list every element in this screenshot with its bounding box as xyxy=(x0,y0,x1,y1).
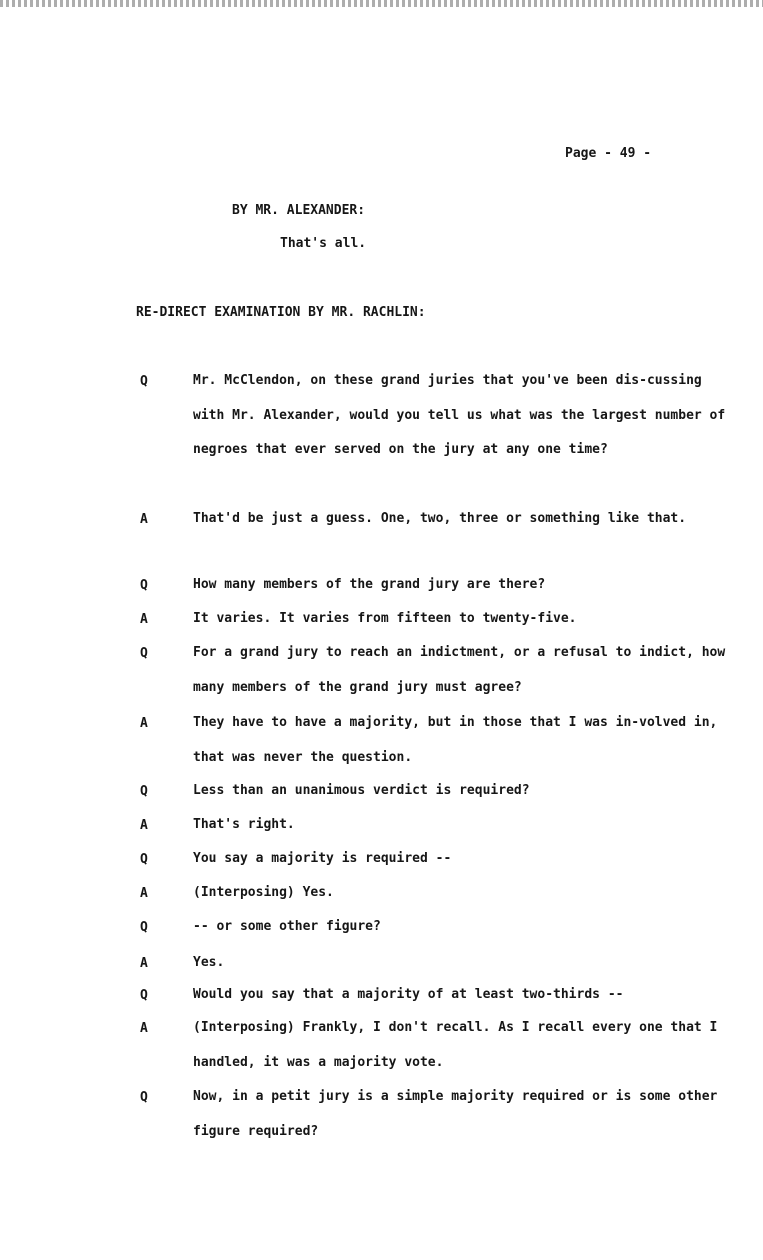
utterance-text: That'd be just a guess. One, two, three or something like that. xyxy=(193,511,687,526)
page-top-edge xyxy=(0,0,763,7)
speaker-label: A xyxy=(140,956,148,971)
utterance-text: -- or some other figure? xyxy=(193,919,381,934)
utterance-text: For a grand jury to reach an indictment, or a refusal to indict, how many members of the grand jury must agree? xyxy=(193,645,726,695)
utterance-text: They have to have a majority, but in those that I was in-volved in, that was never the question. xyxy=(193,715,718,765)
speaker-label: Q xyxy=(140,784,148,799)
utterance-text: Less than an unanimous verdict is required? xyxy=(193,783,530,798)
speaker-label: A xyxy=(140,716,148,731)
speaker-label: Q xyxy=(140,920,148,935)
speaker-label: Q xyxy=(140,646,148,661)
speaker-label: A xyxy=(140,886,148,901)
speaker-label: Q xyxy=(140,852,148,867)
utterance-text: Would you say that a majority of at least two-thirds -- xyxy=(193,987,624,1002)
utterance-text: (Interposing) Frankly, I don't recall. As I recall every one that I handled, it was a majority vote. xyxy=(193,1020,718,1070)
examiner-line: BY MR. ALEXANDER: xyxy=(232,203,366,218)
speaker-label: Q xyxy=(140,578,148,593)
page-number: Page - 49 - xyxy=(565,146,652,161)
speaker-label: A xyxy=(140,612,148,627)
examiner-statement: That's all. xyxy=(280,236,367,251)
section-heading: RE-DIRECT EXAMINATION BY MR. RACHLIN: xyxy=(136,305,426,320)
speaker-label: Q xyxy=(140,1090,148,1105)
speaker-label: Q xyxy=(140,374,148,389)
speaker-label: A xyxy=(140,512,148,527)
utterance-text: Now, in a petit jury is a simple majority required or is some other figure required? xyxy=(193,1089,718,1139)
utterance-text: Yes. xyxy=(193,955,225,970)
speaker-label: A xyxy=(140,1021,148,1036)
utterance-text: You say a majority is required -- xyxy=(193,851,452,866)
speaker-label: A xyxy=(140,818,148,833)
utterance-text: How many members of the grand jury are there? xyxy=(193,577,546,592)
utterance-text: Mr. McClendon, on these grand juries that you've been dis-cussing with Mr. Alexander, would you tell us what was the largest number of negroes that ever served on the jury at any one time? xyxy=(193,373,726,457)
speaker-label: Q xyxy=(140,988,148,1003)
utterance-text: It varies. It varies from fifteen to twenty-five. xyxy=(193,611,577,626)
utterance-text: (Interposing) Yes. xyxy=(193,885,334,900)
utterance-text: That's right. xyxy=(193,817,295,832)
